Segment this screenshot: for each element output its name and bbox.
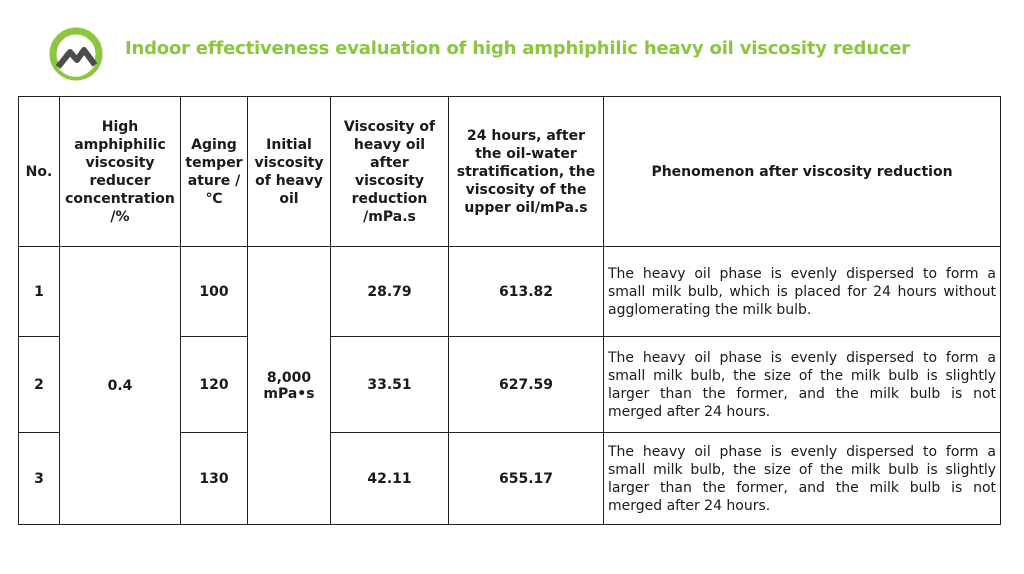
cell-initial-viscosity: 8,000 mPa•s — [248, 247, 331, 525]
cell-viscosity-after: 28.79 — [331, 247, 449, 337]
results-table — [18, 96, 1001, 525]
cell-no: 2 — [19, 337, 60, 433]
header-viscosity-24h: 24 hours, after the oil-water stratification, the viscosity of the upper oil/mPa.s — [449, 97, 604, 247]
header-initial-viscosity: Initial viscosity of heavy oil — [248, 97, 331, 247]
page-title: Indoor effectiveness evaluation of high amphiphilic heavy oil viscosity reducer — [125, 38, 910, 59]
cell-phenomenon: The heavy oil phase is evenly dispersed to form a small milk bulb, the size of the milk bulb is slightly larger than the former, and the milk bulb is not merged after 24 hours. — [604, 337, 1001, 433]
cell-temperature: 100 — [181, 247, 248, 337]
header-phenomenon: Phenomenon after viscosity reduction — [604, 97, 1001, 247]
header-concentration: High amphiphilic viscosity reducer concentration /% — [60, 97, 181, 247]
cell-temperature: 120 — [181, 337, 248, 433]
cell-viscosity-24h: 613.82 — [449, 247, 604, 337]
cell-viscosity-after: 42.11 — [331, 433, 449, 525]
cell-phenomenon: The heavy oil phase is evenly dispersed to form a small milk bulb, the size of the milk bulb is slightly larger than the former, and the milk bulb is not merged after 24 hours. — [604, 433, 1001, 525]
cell-temperature: 130 — [181, 433, 248, 525]
mountain-logo-icon — [48, 26, 104, 82]
cell-viscosity-after: 33.51 — [331, 337, 449, 433]
header-viscosity-after: Viscosity of heavy oil after viscosity reduction /mPa.s — [331, 97, 449, 247]
cell-phenomenon: The heavy oil phase is evenly dispersed to form a small milk bulb, which is placed for 24 hours without agglomerating the milk bulb. — [604, 247, 1001, 337]
header-row — [19, 97, 1001, 247]
cell-no: 3 — [19, 433, 60, 525]
cell-viscosity-24h: 627.59 — [449, 337, 604, 433]
header-aging-temperature: Aging temper ature /℃ — [181, 97, 248, 247]
cell-no: 1 — [19, 247, 60, 337]
table-row — [19, 247, 1001, 337]
cell-concentration: 0.4 — [60, 247, 181, 525]
header-no: No. — [19, 97, 60, 247]
cell-viscosity-24h: 655.17 — [449, 433, 604, 525]
